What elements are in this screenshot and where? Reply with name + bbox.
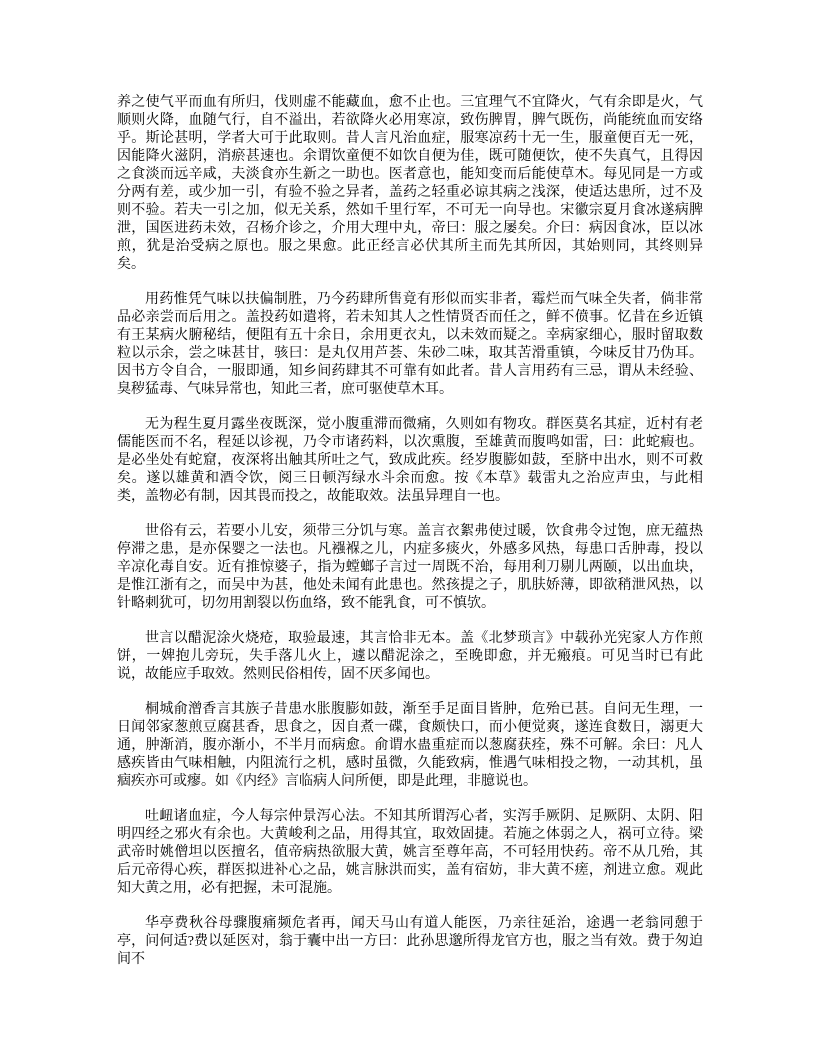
paragraph: 世言以醋泥涂火烧疮，取验最速，其言恰非无本。盖《北梦琐言》中载孙光宪家人方作煎饼，一婢抱儿旁玩，失手落儿火上，遽以醋泥涂之，至晚即愈，并无瘢痕。可见当时已有此说，故能应手取效。然则民俗相传，固不厌多闻也。: [117, 631, 703, 682]
paragraph: 用药惟凭气味以扶偏制胜，乃今药肆所售竟有形似而实非者，霉烂而气味全失者，倘非常品必亲尝而后用之。盖投药如遣将，若未知其人之性情贤否而任之，鲜不偾事。忆昔在乡近镇有王某病火腑秘结，便阻有五十余日，余用更衣丸，以未效而疑之。幸病家细心，服时留取数粒以示余，尝之味甚甘，骇曰：是丸仅用芦荟、朱砂二味，取其苦滑重镇，今味反甘乃伪耳。因书方令自合，一服即通，知乡间药肆其不可靠有如此者。昔人言用药有三忌，谓从未经验、臭秽猛毒、气味异常也，知此三者，庶可驱使草木耳。: [117, 292, 703, 397]
paragraph: 世俗有云，若要小儿安，须带三分饥与寒。盖言衣絮弗使过暖，饮食弗令过饱，庶无蕴热停滞之患，是亦保婴之一法也。凡襁褓之儿，内症多痰火，外感多风热，每患口舌肿毒，投以辛凉化毒自安。近有推惊婆子，指为螳螂子言过一周既不治，每用利刀剔儿两颐，以出血块，是惟江浙有之，而吴中为甚，他处未闻有此患也。然孩提之子，肌肤娇薄，即欲稍泄风热，以针略刺犹可，切勿用割裂以伤血络，致不能乳食，可不慎欤。: [117, 524, 703, 611]
paragraph: 养之使气平而血有所归，伐则虚不能藏血，愈不止也。三宜理气不宜降火，气有余即是火，气顺则火降，血随气行，自不溢出，若欲降火必用寒凉，致伤脾胃，脾气既伤，尚能统血而安络乎。斯论甚明，学者大可于此取则。昔人言凡治血症，服寒凉药十无一生，服童便百无一死，因能降火滋阴，消瘀甚速也。余谓饮童便不如饮自便为佳，既可随便饮，使不失真气，且得因之食淡而远辛咸，夫淡食亦生新之一助也。医者意也，能知变而后能使草木。每见同是一方或分两有差，或少加一引，有验不验之异者，盖药之轻重必谅其病之浅深，使适达患所，过不及则不验。若夫一引之加，似无关系，然如千里行军，不可无一向导也。宋徽宗夏月食冰遂病脾泄，国医进药未效，召杨介诊之，介用大理中丸，帝曰：服之屡矣。介曰：病因食冰，臣以冰煎，犹是治受病之原也。服之果愈。此正经言必伏其所主而先其所因，其始则同，其终则异矣。: [117, 95, 703, 272]
paragraph: 桐城俞潧香言其族子昔患水胀腹膨如鼓，渐至手足面目皆肿，危殆已甚。自问无生理，一日闻邻家葱煎豆腐甚香，思食之，因自煮一碟，食颇快口，而小便觉爽，遂连食数日，溺更大通，肿渐消，腹亦渐小，不半月而病愈。俞谓水蛊重症而以葱腐获痊，殊不可解。余曰：凡人感疾皆由气味相触，内阻流行之机，感时虽微，久能致病，惟遇气味相投之物，一动其机，虽痼疾亦可或瘳。如《内经》言临病人问所便，即是此理，非臆说也。: [117, 702, 703, 789]
paragraph: 无为程生夏月露坐夜既深，觉小腹重滞而微痛，久则如有物攻。群医莫名其症，近村有老儒能医而不名，程延以诊视，乃令市诸药料，以次熏腹，至雄黄而腹鸣如雷，曰：此蛇瘕也。是必坐处有蛇窟，夜深将出触其所吐之气，致成此疾。经岁腹膨如鼓，至脐中出水，则不可救矣。遂以雄黄和酒令饮，阅三日顿泻绿水斗余而愈。按《本草》载雷丸之治应声虫，与此相类，盖物必有制，因其畏而投之，故能取效。法虽异理自一也。: [117, 417, 703, 504]
paragraph: 吐衄诸血症，今人每宗仲景泻心法。不知其所谓泻心者，实泻手厥阴、足厥阴、太阴、阳明四经之邪火有余也。大黄峻利之品，用得其宜，取效固捷。若施之体弱之人，祸可立待。梁武帝时姚僧坦以医擅名，值帝病热欲服大黄，姚言至尊年高，不可轻用快药。帝不从几殆，其后元帝得心疾，群医拟进补心之品，姚言脉洪而实，盖有宿妨，非大黄不瘥，剂进立愈。观此知大黄之用，必有把握，未可混施。: [117, 809, 703, 896]
paragraph: 华亭费秋谷母骤腹痛频危者再，闻天马山有道人能医，乃亲往延治，途遇一老翁同憩于亭，问何适?费以延医对，翁于囊中出一方曰：此孙思邈所得龙官方也，服之当有效。费于匆迫间不: [117, 916, 703, 967]
text-column: [117, 94, 703, 986]
